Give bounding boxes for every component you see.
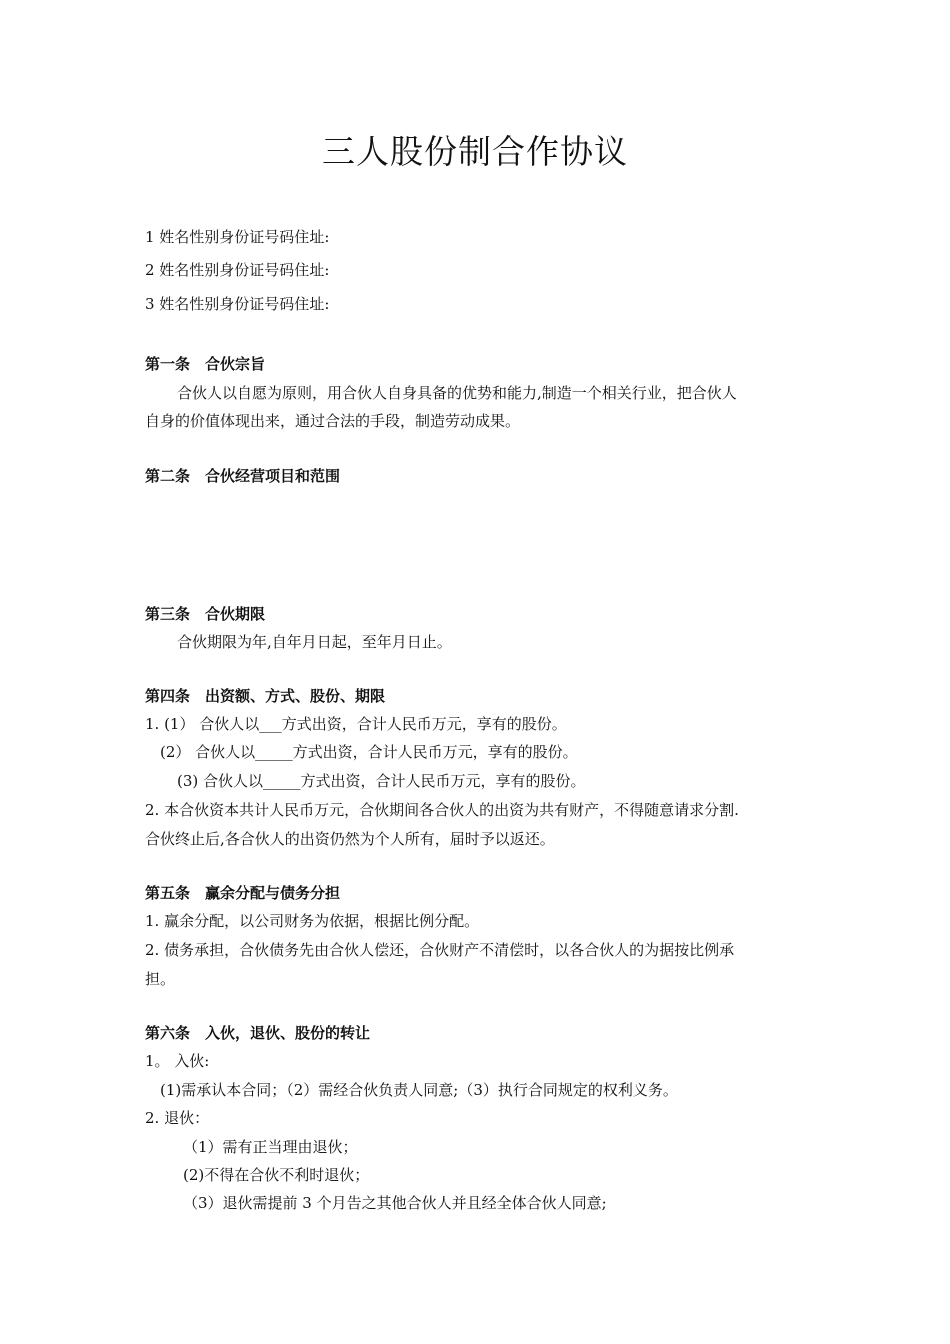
article4-heading: 第四条 出资额、方式、股份、期限: [145, 687, 386, 705]
article1-body-line2: 自身的价值体现出来，通过合法的手段，制造劳动成果。: [145, 412, 521, 430]
party-line-2: 2 姓名性别身份证号码住址:: [145, 261, 330, 279]
article2-heading: 第二条 合伙经营项目和范围: [145, 467, 341, 485]
article4-item1: 1. (1） 合伙人以___方式出资，合计人民币万元，享有的股份。: [145, 715, 567, 733]
article6-item1: 1。 入伙:: [145, 1052, 210, 1070]
article3-heading: 第三条 合伙期限: [145, 605, 266, 623]
article5-item2-line1: 2. 债务承担，合伙债务先由合伙人偿还，合伙财产不清偿时，以各合伙人的为据按比例承: [145, 941, 735, 959]
article6-item2: 2. 退伙：: [145, 1109, 210, 1127]
article6-item2-sub3: （3）退伙需提前 3 个月告之其他合伙人并且经全体合伙人同意;: [183, 1194, 607, 1212]
article1-heading: 第一条 合伙宗旨: [145, 355, 266, 373]
article5-item1: 1. 赢余分配，以公司财务为依据，根据比例分配。: [145, 912, 480, 930]
article6-item2-sub2: (2)不得在合伙不利时退伙；: [183, 1166, 370, 1184]
article1-body-line1: 合伙人以自愿为原则，用合伙人自身具备的优势和能力,制造一个相关行业，把合伙人: [177, 384, 737, 402]
article6-item1-detail: (1)需承认本合同；（2）需经合伙负责人同意;（3）执行合同规定的权利义务。: [160, 1081, 678, 1099]
article4-item2: (2） 合伙人以_____方式出资，合计人民币万元，享有的股份。: [160, 743, 578, 761]
article4-item4-line2: 合伙终止后,各合伙人的出资仍然为个人所有，届时予以返还。: [145, 830, 555, 848]
article5-heading: 第五条 赢余分配与债务分担: [145, 884, 341, 902]
article3-body: 合伙期限为年,自年月日起，至年月日止。: [177, 633, 452, 651]
article4-item4-line1: 2. 本合伙资本共计人民币万元，合伙期间各合伙人的出资为共有财产，不得随意请求分割.: [145, 801, 739, 819]
article6-heading: 第六条 入伙，退伙、股份的转让: [145, 1024, 371, 1042]
party-line-1: 1 姓名性别身份证号码住址:: [145, 228, 330, 246]
article4-item3: (3) 合伙人以_____方式出资，合计人民币万元，享有的股份。: [177, 772, 586, 790]
article5-item2-line2: 担。: [145, 970, 176, 988]
document-title: 三人股份制合作协议: [322, 132, 628, 171]
article6-item2-sub1: （1）需有正当理由退伙；: [183, 1138, 358, 1156]
party-line-3: 3 姓名性别身份证号码住址:: [145, 295, 330, 313]
